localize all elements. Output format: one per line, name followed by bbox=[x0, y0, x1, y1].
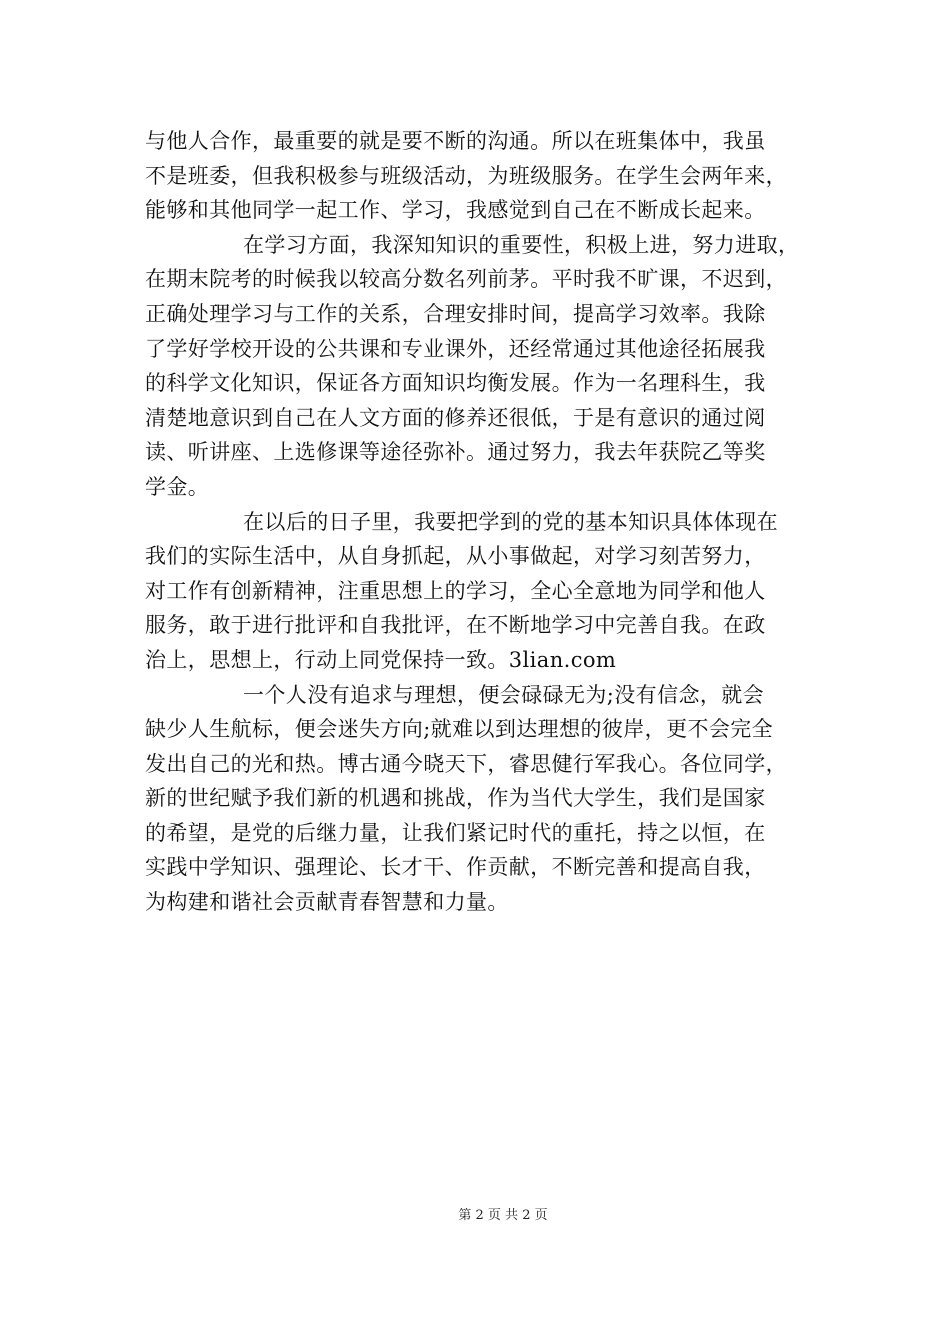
page-number-label: 第 2 页 共 2 页 bbox=[458, 1208, 548, 1223]
text-line: 不是班委，但我积极参与班级活动，为班级服务。在学生会两年来， bbox=[145, 163, 787, 188]
document-body bbox=[145, 124, 845, 920]
text-line: 了学好学校开设的公共课和专业课外，还经常通过其他途径拓展我 bbox=[145, 336, 766, 361]
text-line: 为构建和谐社会贡献青春智慧和力量。 bbox=[145, 890, 509, 915]
paragraph-start-line: 在以后的日子里，我要把学到的党的基本知识具体体现在 bbox=[243, 509, 778, 534]
text-line: 能够和其他同学一起工作、学习，我感觉到自己在不断成长起来。 bbox=[145, 198, 766, 223]
text-line: 治上，思想上，行动上同党保持一致。3lian.com bbox=[145, 647, 617, 672]
paragraph-start-line: 在学习方面，我深知知识的重要性，积极上进，努力进取， bbox=[243, 232, 800, 257]
text-line: 在期末院考的时候我以较高分数名列前茅。平时我不旷课，不迟到， bbox=[145, 267, 787, 292]
text-line: 发出自己的光和热。博古通今晓天下，睿思健行军我心。各位同学， bbox=[145, 751, 787, 776]
text-line: 我们的实际生活中，从自身抓起，从小事做起，对学习刻苦努力， bbox=[145, 544, 766, 569]
text-line: 学金。 bbox=[145, 474, 210, 499]
paragraph-start-line: 一个人没有追求与理想，便会碌碌无为;没有信念，就会 bbox=[243, 682, 765, 707]
text-line: 实践中学知识、强理论、长才干、作贡献，不断完善和提高自我， bbox=[145, 855, 766, 880]
page-footer bbox=[0, 1207, 950, 1225]
text-line: 的科学文化知识，保证各方面知识均衡发展。作为一名理科生，我 bbox=[145, 371, 766, 396]
text-line: 缺少人生航标，便会迷失方向;就难以到达理想的彼岸，更不会完全 bbox=[145, 717, 774, 742]
text-line: 读、听讲座、上选修课等途径弥补。通过努力，我去年获院乙等奖 bbox=[145, 440, 766, 465]
text-line: 清楚地意识到自己在人文方面的修养还很低，于是有意识的通过阅 bbox=[145, 405, 766, 430]
text-line: 新的世纪赋予我们新的机遇和挑战，作为当代大学生，我们是国家 bbox=[145, 786, 766, 811]
text-line: 正确处理学习与工作的关系，合理安排时间，提高学习效率。我除 bbox=[145, 301, 766, 326]
text-line: 与他人合作，最重要的就是要不断的沟通。所以在班集体中，我虽 bbox=[145, 129, 766, 153]
text-line: 服务，敢于进行批评和自我批评，在不断地学习中完善自我。在政 bbox=[145, 613, 766, 638]
text-line: 对工作有创新精神，注重思想上的学习，全心全意地为同学和他人 bbox=[145, 578, 766, 603]
text-line: 的希望，是党的后继力量，让我们紧记时代的重托，持之以恒，在 bbox=[145, 820, 766, 845]
